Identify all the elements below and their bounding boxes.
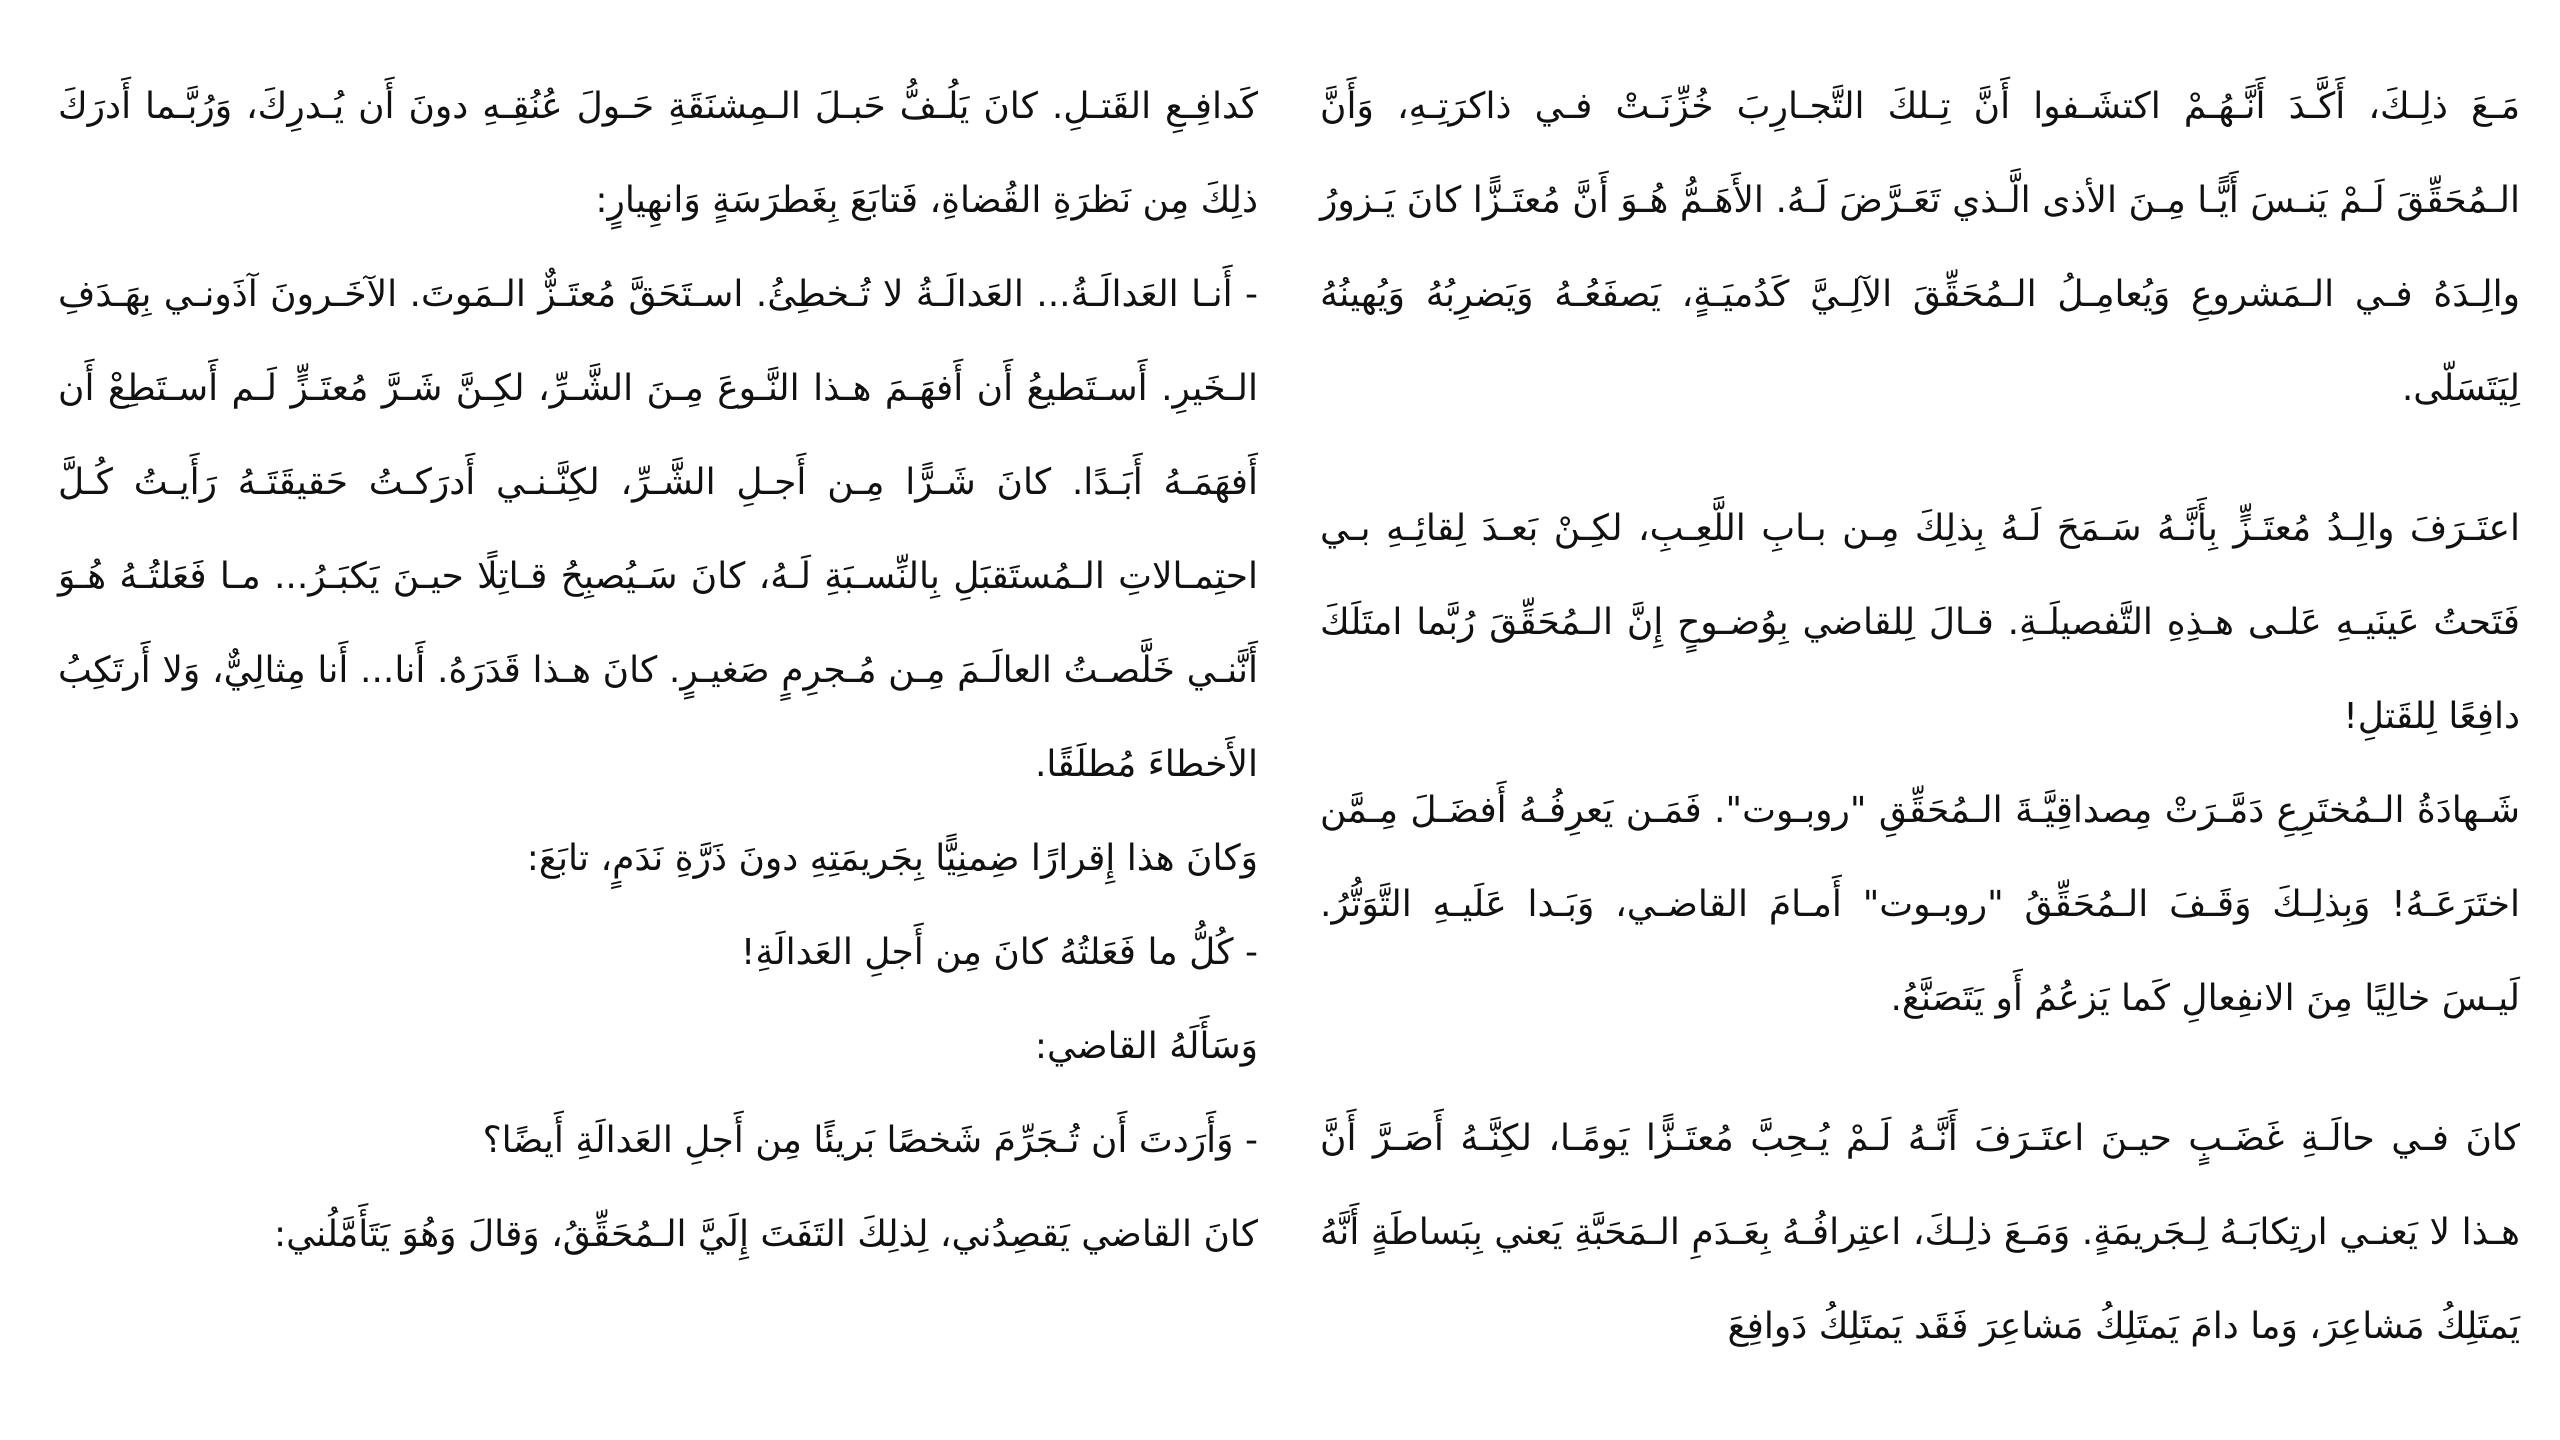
paragraph: وَسَأَلَهُ القاضي: (1034, 1026, 1258, 1067)
dialogue-line: - أَنـا العَدالَـةُ... العَدالَـةُ لا تُـخطِئُ. اسـتَحَقَّ مُعتَـزٌّ الـمَوتَ. الآخَـرونَ آذَونـي بِهَـدَفِ الـخَيرِ. أَسـتَطيعُ أَن أَفهَـمَ هـذا النَّـوعَ مِـنَ الشَّـرِّ، لكِـنَّ شَـرَّ مُعتَـزٍّ لَـم أَسـتَطِعْ أَن أَفهَمَـهُ أَبَـدًا. كانَ شَـرًّا مِـن أَجـلِ الشَّـرِّ، لكِنَّـنـي أَدرَكـتُ حَقيقَتَـهُ رَأَيـتُ كُـلَّ احتِمـالاتِ الـمُستَقبَلِ بِالنِّسـبَةِ لَـهُ، كانَ سَـيُصبِحُ قـاتِلًا حيـنَ يَكبَـرُ... مـا فَعَلتُـهُ هُـوَ أَنَّنـي خَلَّصـتُ العالَـمَ مِـن مُـجرِمٍ صَغيـرٍ. كانَ هـذا قَدَرَهُ. أَنا... أَنا مِثالِيٌّ، وَلا أَرتَكِبُ الأَخطاءَ مُطلَقًا. (58, 274, 1258, 785)
paragraph: مَـعَ ذلِـكَ، أَكَّـدَ أَنَّـهُـمْ اكتشَـفوا أَنَّ تِـلكَ التَّجـارِبَ خُزِّنَـتْ فـي ذاكرَتِـهِ، وَأَنَّ الـمُحَقِّقَ لَـمْ يَنـسَ أَيًّـا مِـنَ الأذى الَّـذي تَعَـرَّضَ لَـهُ. الأَهَـمُّ هُـوَ أَنَّ مُعتَـزًّا كانَ يَـزورُ والِـدَهُ فـي الـمَشروعِ وَيُعامِـلُ الـمُحَقِّقَ الآلِـيَّ كَدُميَـةٍ، يَصفَعُـهُ وَيَضرِبُهُ وَيُهينُهُ لِيَتَسَلّى. (1320, 86, 2520, 409)
paragraph: كانَ القاضي يَقصِدُني، لِذلِكَ التَفَتَ إِلَيَّ الـمُحَقِّقُ، وَقالَ وَهُوَ يَتَأَمَّلُني: (274, 1214, 1258, 1255)
paragraph: كانَ فـي حالَـةِ غَضَـبٍ حيـنَ اعتَـرَفَ أَنَّـهُ لَـمْ يُـحِبَّ مُعتَـزًّا يَومًـا، لكِنَّـهُ أَصَـرَّ أَنَّ هـذا لا يَعنـي ارتِكابَـهُ لِـجَريمَةٍ. وَمَـعَ ذلِـكَ، اعتِرافُـهُ بِعَـدَمِ الـمَحَبَّةِ يَعني بِبَساطَةٍ أَنَّهُ يَمتَلِكُ مَشاعِرَ، وَما دامَ يَمتَلِكُ مَشاعِرَ فَقَد يَمتَلِكُ دَوافِعَ (1320, 1118, 2520, 1347)
left-page (58, 60, 1258, 1282)
dialogue-line: - كُلُّ ما فَعَلتُهُ كانَ مِن أَجلِ العَدالَةِ! (740, 932, 1258, 973)
paragraph: اعتَـرَفَ والِـدُ مُعتَـزٍّ بِأَنَّـهُ سَـمَحَ لَـهُ بِذلِكَ مِـن بـابِ اللَّعِـبِ، لكِـنْ بَعـدَ لِقائِـهِ بـي فَتَحتُ عَينَيـهِ عَلـى هـذِهِ التَّفصيلَـةِ. قـالَ لِلقاضي بِوُضـوحٍ إِنَّ الـمُحَقِّقَ رُبَّما امتَلَكَ دافِعًا لِلقَتلِ! (1320, 508, 2520, 737)
paragraph: وَكانَ هذا إِقرارًا ضِمنِيًّا بِجَريمَتِهِ دونَ ذَرَّةِ نَدَمٍ، تابَعَ: (526, 838, 1258, 879)
paragraph: كَدافِـعِ القَتـلِ. كانَ يَلُـفُّ حَبـلَ الـمِشنَقَةِ حَـولَ عُنُقِـهِ دونَ أَن يُـدرِكَ، وَرُبَّـما أَدرَكَ ذلِكَ مِن نَظرَةِ القُضاةِ، فَتابَعَ بِغَطرَسَةٍ وَانهِيارٍ: (58, 86, 1258, 221)
dialogue-line: - وَأَرَدتَ أَن تُـجَرِّمَ شَخصًا بَريئًا مِن أَجلِ العَدالَةِ أَيضًا؟ (482, 1120, 1258, 1161)
paragraph: شَـهادَةُ الـمُختَرِعِ دَمَّـرَتْ مِصداقِيَّـةَ الـمُحَقِّقِ "روبـوت". فَمَـن يَعرِفُـهُ أَفضَـلَ مِـمَّن اختَرَعَـهُ! وَبِذلِـكَ وَقَـفَ الـمُحَقِّقُ "روبـوت" أَمـامَ القاضـي، وَبَـدا عَلَيـهِ التَّوَتُّرُ. لَيـسَ خالِيًا مِنَ الانفِعالِ كَما يَزعُمُ أَو يَتَصَنَّعُ. (1320, 790, 2520, 1019)
right-page (1320, 60, 2520, 1374)
